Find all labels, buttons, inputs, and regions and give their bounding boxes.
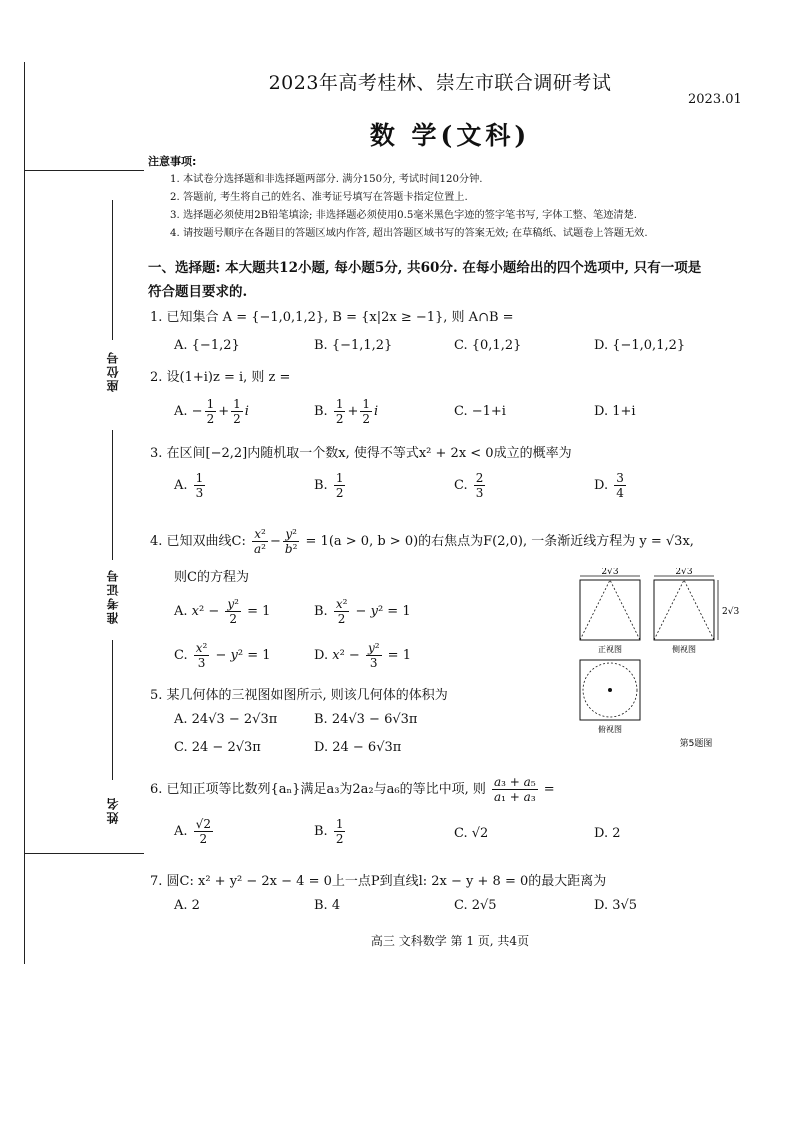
- option-letter: B.: [314, 404, 328, 419]
- question-4-stem-line2: 则C的方程为: [174, 570, 249, 585]
- q6-option-c[interactable]: C. √2: [454, 826, 489, 841]
- note-item: 4. 请按题号顺序在各题目的答题区域内作答, 超出答题区域书写的答案无效; 在草稿纸、试题卷上答题无效.: [170, 228, 648, 239]
- q1-option-c[interactable]: C. {0,1,2}: [454, 338, 522, 353]
- note-item: 3. 选择题必须使用2B铅笔填涂; 非选择题必须使用0.5毫米黑色字迹的签字笔书写, 字体工整、笔迹清楚.: [170, 210, 638, 221]
- exam-date: 2023.01: [688, 92, 742, 107]
- q7-option-b[interactable]: B. 4: [314, 898, 341, 913]
- q3-option-b[interactable]: B. $\frac{1}{2}$: [314, 471, 344, 500]
- q4-option-b[interactable]: B. $\frac{\text{x²}}{2}$ − y² = 1: [314, 597, 411, 626]
- front-view: [580, 568, 640, 654]
- question-7-stem: 7. 圆C: x² + y² − 2x − 4 = 0上一点P到直线l: 2x − y + 8 = 0的最大距离为: [150, 874, 607, 889]
- option-letter: C.: [454, 478, 468, 493]
- question-1-stem: 1. 已知集合 A = {−1,0,1,2}, B = {x|2x ≥ −1}, 则 A∩B =: [150, 310, 514, 325]
- q3-option-c[interactable]: C. $\frac{2}{3}$: [454, 471, 484, 500]
- question-3-stem: 3. 在区间[−2,2]内随机取一个数x, 使得不等式x² + 2x < 0成立的概率为: [150, 446, 572, 461]
- section-heading-line2: 符合题目要求的.: [148, 284, 248, 300]
- option-letter: B.: [314, 478, 328, 493]
- page-footer: 高三 文科数学 第 1 页, 共4页: [370, 934, 530, 948]
- option-letter: A.: [174, 404, 188, 419]
- binding-divider-top: [24, 170, 144, 171]
- note-item: 1. 本试卷分选择题和非选择题两部分. 满分150分, 考试时间120分钟.: [170, 174, 483, 185]
- q2-option-d[interactable]: D. 1+i: [594, 404, 636, 419]
- three-view-figure: [572, 568, 752, 748]
- q1-option-d[interactable]: D. {−1,0,1,2}: [594, 338, 686, 353]
- option-letter: D.: [314, 648, 329, 663]
- option-letter: A.: [174, 478, 188, 493]
- q4-option-d[interactable]: D. x² − $\frac{\text{y²}}{3}$ = 1: [314, 641, 411, 670]
- top-view: [580, 660, 640, 734]
- question-5-stem: 5. 某几何体的三视图如图所示, 则该几何体的体积为: [150, 688, 448, 703]
- q6-option-b[interactable]: B. $\frac{1}{2}$: [314, 817, 344, 846]
- q3-option-a[interactable]: A. $\frac{1}{3}$: [174, 471, 204, 500]
- q4-option-c[interactable]: C. $\frac{\text{x²}}{3}$ − y² = 1: [174, 641, 271, 670]
- q4-stem-part1: 4. 已知双曲线C:: [150, 534, 246, 549]
- option-letter: B.: [314, 604, 328, 619]
- subject-title: 数 学(文科): [369, 121, 531, 150]
- binding-divider-bottom: [24, 853, 144, 854]
- q6-option-d[interactable]: D. 2: [594, 826, 621, 841]
- notes-heading: 注意事项:: [148, 155, 197, 168]
- exam-title: 2023年高考桂林、崇左市联合调研考试: [268, 72, 612, 94]
- front-width-label: 2√3: [601, 568, 619, 577]
- side-view: [654, 568, 739, 654]
- q4-option-a[interactable]: A. x² − $\frac{\text{y²}}{2}$ = 1: [174, 597, 271, 626]
- front-view-label: 正视图: [598, 645, 622, 654]
- option-letter: D.: [594, 478, 609, 493]
- section-heading-line1: 一、选择题: 本大题共12小题, 每小题5分, 共60分. 在每小题给出的四个选项中, 只有一项是: [148, 260, 702, 276]
- ticket-number-line-bottom: [112, 640, 113, 780]
- ticket-number-label: 准考证号: [106, 568, 120, 624]
- option-letter: A.: [174, 604, 188, 619]
- q5-option-c[interactable]: C. 24 − 2√3π: [174, 740, 261, 755]
- ticket-number-line-top: [112, 430, 113, 560]
- q5-option-d[interactable]: D. 24 − 6√3π: [314, 740, 402, 755]
- name-label: 姓名: [106, 796, 120, 824]
- q3-option-d[interactable]: D. $\frac{3}{4}$: [594, 471, 624, 500]
- binding-line: [24, 62, 25, 964]
- note-item: 2. 答题前, 考生将自己的姓名、准考证号填写在答题卡指定位置上.: [170, 192, 468, 203]
- side-view-label: 侧视图: [672, 645, 696, 654]
- question-2-stem: 2. 设(1+i)z = i, 则 z =: [150, 370, 291, 385]
- option-letter: A.: [174, 824, 188, 839]
- figure-caption: 第5题图: [679, 739, 713, 748]
- q2-option-a[interactable]: A. − $\frac{1}{2}$ + $\frac{1}{2}$ i: [174, 397, 249, 426]
- q2-option-c[interactable]: C. −1+i: [454, 404, 506, 419]
- q5-option-a[interactable]: A. 24√3 − 2√3π: [174, 712, 278, 727]
- seat-number-label: 座位号: [106, 350, 120, 392]
- q1-option-b[interactable]: B. {−1,1,2}: [314, 338, 393, 353]
- q6-option-a[interactable]: A. $\frac{√2}{2}$: [174, 817, 211, 846]
- top-view-label: 俯视图: [598, 725, 622, 734]
- section-heading: [148, 256, 758, 304]
- option-letter: C.: [174, 648, 188, 663]
- q7-option-a[interactable]: A. 2: [174, 898, 200, 913]
- option-letter: B.: [314, 824, 328, 839]
- question-6-stem: 6. 已知正项等比数列{aₙ}满足a₃为2a₂与a₆的等比中项, 则 $\frac{\text{a₃ + a₅}}{\text{a₁ + a₃}}$ =: [150, 775, 555, 804]
- seat-number-line: [112, 200, 113, 340]
- q7-option-d[interactable]: D. 3√5: [594, 898, 638, 913]
- side-width-label: 2√3: [675, 568, 693, 577]
- q4-stem-part2: = 1(a > 0, b > 0)的右焦点为F(2,0), 一条渐近线方程为 y = √3x,: [305, 534, 694, 549]
- q7-option-c[interactable]: C. 2√5: [454, 898, 497, 913]
- q6-stem-text: 6. 已知正项等比数列{aₙ}满足a₃为2a₂与a₆的等比中项, 则: [150, 782, 486, 797]
- side-height-label: 2√3: [722, 607, 740, 617]
- q5-option-b[interactable]: B. 24√3 − 6√3π: [314, 712, 418, 727]
- question-4-stem: 4. 已知双曲线C: $\frac{\text{x²}}{\text{a²}}$ − $\frac{\text{y²}}{\text{b²}}$ = 1(a > 0, b > 0)的右焦点为F(2,0), 一条渐近线方程为 y = √3x,: [150, 527, 694, 556]
- q2-option-b[interactable]: B. $\frac{1}{2}$ + $\frac{1}{2}$ i: [314, 397, 379, 426]
- q1-option-a[interactable]: A. {−1,2}: [174, 338, 240, 353]
